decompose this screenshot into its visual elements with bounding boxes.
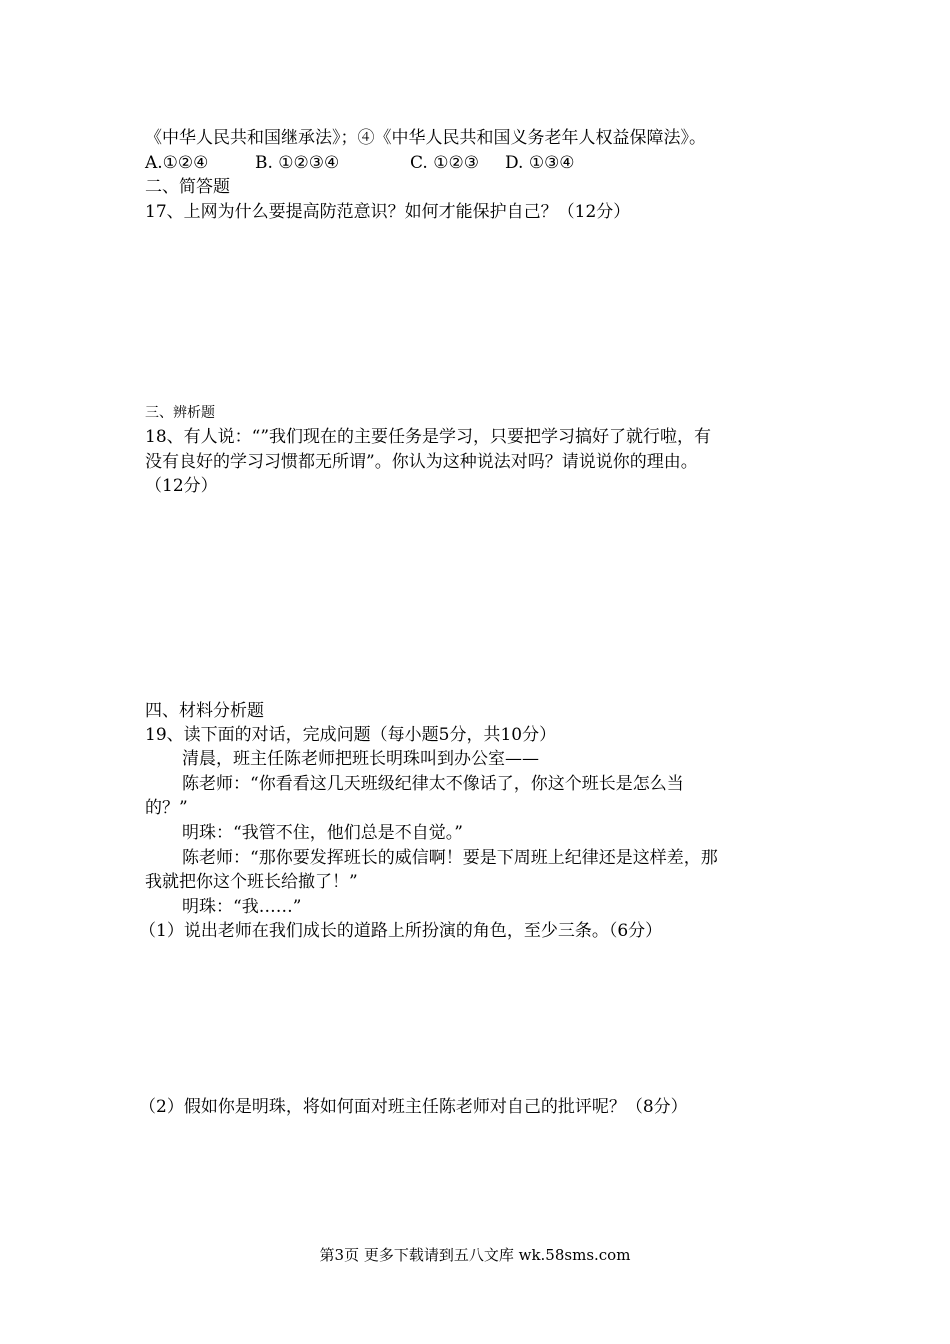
- dialogue-line-2: 陈老师：“你看看这几天班级纪律太不像话了，你这个班长是怎么当: [182, 774, 684, 794]
- question-18-line-3: （12分）: [145, 476, 218, 496]
- q16-options: [145, 152, 575, 174]
- question-18-line-1: 18、有人说：“”我们现在的主要任务是学习，只要把学习搞好了就行啦，有: [145, 427, 712, 447]
- dialogue-line-6: 我就把你这个班长给撤了！”: [145, 872, 358, 892]
- sub-question-2: （2）假如你是明珠，将如何面对班主任陈老师对自己的批评呢？（8分）: [139, 1097, 688, 1117]
- page-footer: 第3页 更多下载请到五八文库 wk.58sms.com: [319, 1246, 631, 1264]
- section3-title: 三、辨析题: [145, 405, 215, 421]
- dialogue-line-5: 陈老师：“那你要发挥班长的威信啊！要是下周班上纪律还是这样差，那: [182, 848, 718, 868]
- option-d: D. ①③④: [505, 153, 575, 173]
- option-c: C. ①②③: [410, 153, 479, 173]
- section2-title: 二、简答题: [145, 177, 230, 197]
- dialogue-line-3: 的？”: [145, 798, 188, 818]
- option-a: A.①②④: [145, 153, 209, 173]
- section4-title: 四、材料分析题: [145, 701, 264, 721]
- dialogue-line-7: 明珠：“我……”: [182, 897, 302, 917]
- question-18-line-2: 没有良好的学习习惯都无所谓”。你认为这种说法对吗？请说说你的理由。: [145, 452, 698, 472]
- dialogue-line-1: 清晨，班主任陈老师把班长明珠叫到办公室——: [182, 749, 539, 769]
- sub-question-1: （1）说出老师在我们成长的道路上所扮演的角色，至少三条。（6分）: [139, 921, 663, 941]
- option-b: B. ①②③④: [255, 153, 340, 173]
- question-17: 17、上网为什么要提高防范意识？如何才能保护自己？（12分）: [145, 202, 631, 222]
- dialogue-line-4: 明珠：“我管不住，他们总是不自觉。”: [182, 823, 463, 843]
- q16-tail-line: 《中华人民共和国继承法》；④《中华人民共和国义务老年人权益保障法》。: [145, 128, 706, 148]
- question-19: 19、读下面的对话，完成问题（每小题5分，共10分）: [145, 725, 557, 745]
